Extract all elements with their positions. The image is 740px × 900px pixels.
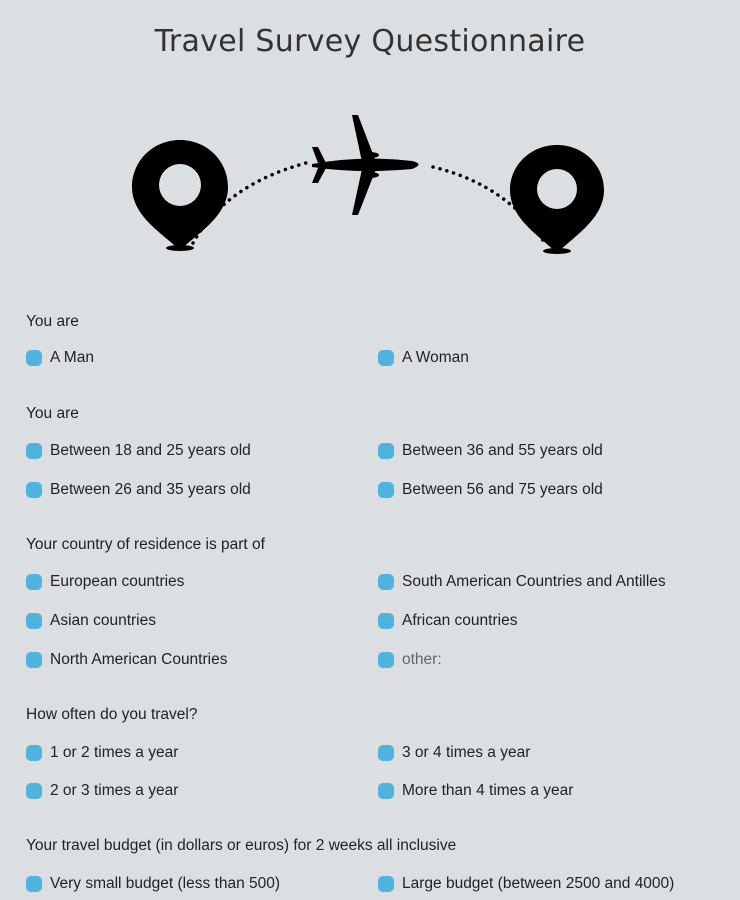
- radio-button[interactable]: [26, 745, 42, 761]
- radio-option-south-american[interactable]: [378, 573, 666, 591]
- radio-button[interactable]: [378, 443, 394, 459]
- option-label: More than 4 times a year: [402, 782, 574, 799]
- radio-button[interactable]: [26, 876, 42, 892]
- radio-button[interactable]: [378, 482, 394, 498]
- option-label: Between 26 and 35 years old: [50, 481, 251, 498]
- option-label: A Woman: [402, 349, 469, 366]
- radio-option-woman[interactable]: [378, 349, 469, 367]
- radio-option-european[interactable]: [26, 573, 184, 591]
- option-label: African countries: [402, 612, 518, 629]
- option-label: Between 56 and 75 years old: [402, 481, 603, 498]
- radio-option-large-budget[interactable]: [378, 875, 674, 893]
- option-label: Large budget (between 2500 and 4000): [402, 875, 675, 892]
- radio-option-age-26-35[interactable]: [26, 481, 251, 499]
- question-label-country: Your country of residence is part of: [26, 536, 265, 553]
- question-label-budget: Your travel budget (in dollars or euros) for 2 weeks all inclusive: [26, 837, 457, 854]
- radio-option-very-small-budget[interactable]: [26, 875, 280, 893]
- radio-button[interactable]: [378, 652, 394, 668]
- radio-option-more-than-4[interactable]: [378, 782, 573, 800]
- airplane-icon: [312, 115, 419, 215]
- radio-option-north-american[interactable]: [26, 651, 227, 669]
- radio-button[interactable]: [378, 876, 394, 892]
- option-label: A Man: [50, 349, 94, 366]
- map-pin-icon: [510, 145, 604, 254]
- radio-button[interactable]: [26, 783, 42, 799]
- radio-option-asian[interactable]: [26, 612, 156, 630]
- radio-button[interactable]: [26, 482, 42, 498]
- option-label: South American Countries and Antilles: [402, 573, 666, 590]
- option-label: North American Countries: [50, 651, 228, 668]
- question-label-age: You are: [26, 405, 79, 422]
- map-pin-icon: [132, 140, 228, 251]
- hero-illustration: [0, 105, 740, 265]
- radio-option-2-3-times[interactable]: [26, 782, 178, 800]
- radio-button[interactable]: [378, 574, 394, 590]
- option-label: European countries: [50, 573, 185, 590]
- radio-button[interactable]: [26, 443, 42, 459]
- option-label: Asian countries: [50, 612, 156, 629]
- option-label: Very small budget (less than 500): [50, 875, 281, 892]
- hero-svg: [0, 105, 740, 265]
- radio-button[interactable]: [378, 783, 394, 799]
- option-label: Between 18 and 25 years old: [50, 442, 251, 459]
- radio-button[interactable]: [378, 745, 394, 761]
- radio-option-age-36-55[interactable]: [378, 442, 603, 460]
- radio-option-3-4-times[interactable]: [378, 744, 530, 762]
- radio-option-man[interactable]: [26, 349, 94, 367]
- option-label: Between 36 and 55 years old: [402, 442, 603, 459]
- option-label: 2 or 3 times a year: [50, 782, 179, 799]
- radio-button[interactable]: [378, 350, 394, 366]
- radio-option-african[interactable]: [378, 612, 517, 630]
- page-title: Travel Survey Questionnaire: [154, 24, 586, 59]
- radio-button[interactable]: [26, 652, 42, 668]
- question-label-gender: You are: [26, 313, 79, 330]
- option-label: other:: [402, 651, 442, 668]
- radio-option-1-2-times[interactable]: [26, 744, 178, 762]
- option-label: 1 or 2 times a year: [50, 744, 179, 761]
- radio-option-age-56-75[interactable]: [378, 481, 603, 499]
- radio-button[interactable]: [378, 613, 394, 629]
- question-label-frequency: How often do you travel?: [26, 706, 198, 723]
- radio-button[interactable]: [26, 574, 42, 590]
- radio-option-age-18-25[interactable]: [26, 442, 251, 460]
- radio-button[interactable]: [26, 350, 42, 366]
- option-label: 3 or 4 times a year: [402, 744, 531, 761]
- radio-button[interactable]: [26, 613, 42, 629]
- radio-option-other[interactable]: [378, 651, 442, 669]
